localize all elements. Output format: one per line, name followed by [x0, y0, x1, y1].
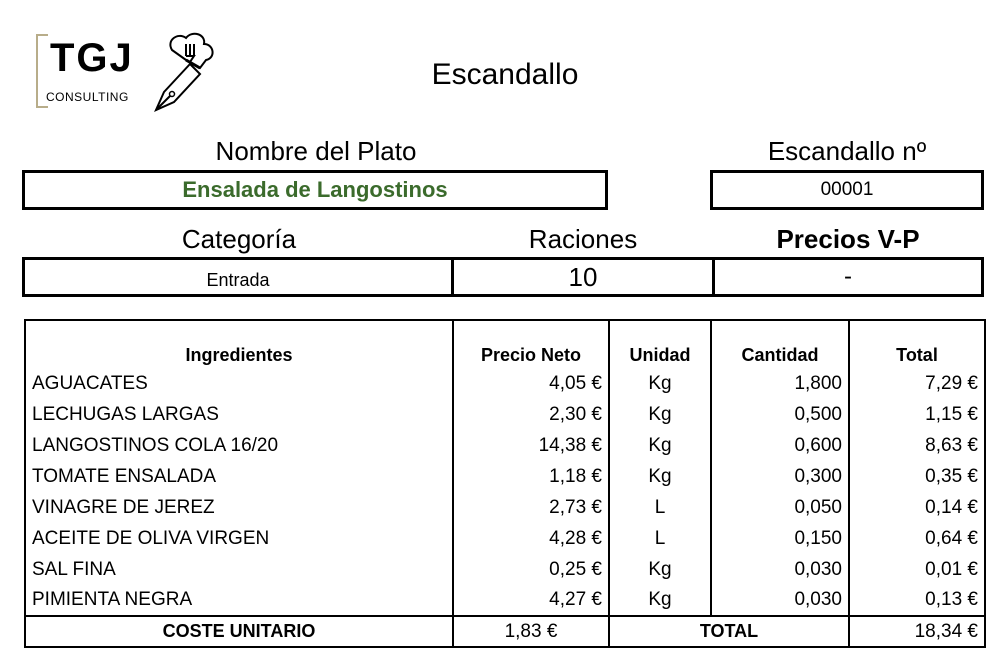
ingredient-name: AGUACATES [32, 372, 148, 394]
line-total: 7,29 € [849, 368, 985, 399]
unit: Kg [609, 461, 711, 492]
price-label: Precios V-P [776, 224, 920, 254]
quantity: 0,030 [711, 554, 849, 585]
line-total: 0,64 € [849, 523, 985, 554]
unit: Kg [609, 399, 711, 430]
line-total: 1,15 € [849, 399, 985, 430]
portions-label: Raciones [528, 224, 638, 254]
unit: Kg [609, 368, 711, 399]
table-row [25, 461, 985, 492]
ingredient-name: LANGOSTINOS COLA 16/20 [32, 434, 279, 456]
header-unit: Unidad [609, 320, 711, 368]
chef-pen-icon [142, 30, 222, 114]
unit: Kg [609, 430, 711, 461]
document-title: Escandallo [431, 58, 579, 91]
dish-name-value: Ensalada de Langostinos [182, 177, 448, 202]
table-row [25, 585, 985, 616]
logo-brand: TGJ [50, 36, 134, 80]
quantity: 1,800 [711, 368, 849, 399]
unit: L [609, 523, 711, 554]
table-row [25, 492, 985, 523]
price-field [712, 257, 984, 297]
category-label: Categoría [181, 224, 297, 254]
net-price: 4,05 € [453, 368, 609, 399]
header-total: Total [849, 320, 985, 368]
ingredient-name: ACEITE DE OLIVA VIRGEN [32, 527, 270, 549]
net-price: 1,18 € [453, 461, 609, 492]
table-footer-row [25, 616, 985, 647]
line-total: 8,63 € [849, 430, 985, 461]
category-value: Entrada [206, 269, 270, 290]
quantity: 0,030 [711, 585, 849, 616]
ingredient-name: VINAGRE DE JEREZ [32, 496, 215, 518]
unit: Kg [609, 554, 711, 585]
line-total: 0,14 € [849, 492, 985, 523]
table-row [25, 554, 985, 585]
net-price: 2,30 € [453, 399, 609, 430]
unit: L [609, 492, 711, 523]
table-header-row [25, 320, 985, 368]
unit: Kg [609, 585, 711, 616]
quantity: 0,300 [711, 461, 849, 492]
ingredient-name: LECHUGAS LARGAS [32, 403, 219, 425]
ingredient-name: SAL FINA [32, 558, 116, 580]
unit-cost-label: COSTE UNITARIO [25, 616, 453, 647]
quantity: 0,600 [711, 430, 849, 461]
line-total: 0,13 € [849, 585, 985, 616]
category-field [22, 257, 454, 297]
grand-total-label: TOTAL [609, 616, 849, 647]
portions-value: 10 [568, 261, 598, 292]
ingredient-name: PIMIENTA NEGRA [32, 589, 193, 610]
quantity: 0,150 [711, 523, 849, 554]
quantity: 0,500 [711, 399, 849, 430]
net-price: 14,38 € [453, 430, 609, 461]
table-row [25, 399, 985, 430]
header-ingredients: Ingredientes [185, 345, 293, 365]
company-logo [32, 30, 222, 116]
header-quantity: Cantidad [711, 320, 849, 368]
table-row [25, 368, 985, 399]
net-price: 0,25 € [453, 554, 609, 585]
dish-name-field [22, 170, 608, 210]
grand-total-value: 18,34 € [849, 616, 985, 647]
net-price: 4,28 € [453, 523, 609, 554]
price-value: - [844, 263, 852, 290]
portions-field [451, 257, 715, 297]
table-row [25, 430, 985, 461]
escandallo-number-label: Escandallo nº [767, 136, 927, 166]
net-price: 2,73 € [453, 492, 609, 523]
escandallo-number-value: 00001 [820, 179, 874, 200]
header-net-price: Precio Neto [453, 320, 609, 368]
unit-cost-value: 1,83 € [453, 616, 609, 647]
ingredient-name: TOMATE ENSALADA [32, 465, 217, 487]
escandallo-number-field [710, 170, 984, 210]
line-total: 0,35 € [849, 461, 985, 492]
net-price: 4,27 € [453, 585, 609, 616]
dish-name-label: Nombre del Plato [215, 136, 417, 166]
table-row [25, 523, 985, 554]
ingredients-table [24, 319, 986, 648]
line-total: 0,01 € [849, 554, 985, 585]
quantity: 0,050 [711, 492, 849, 523]
logo-tagline: CONSULTING [46, 90, 129, 104]
